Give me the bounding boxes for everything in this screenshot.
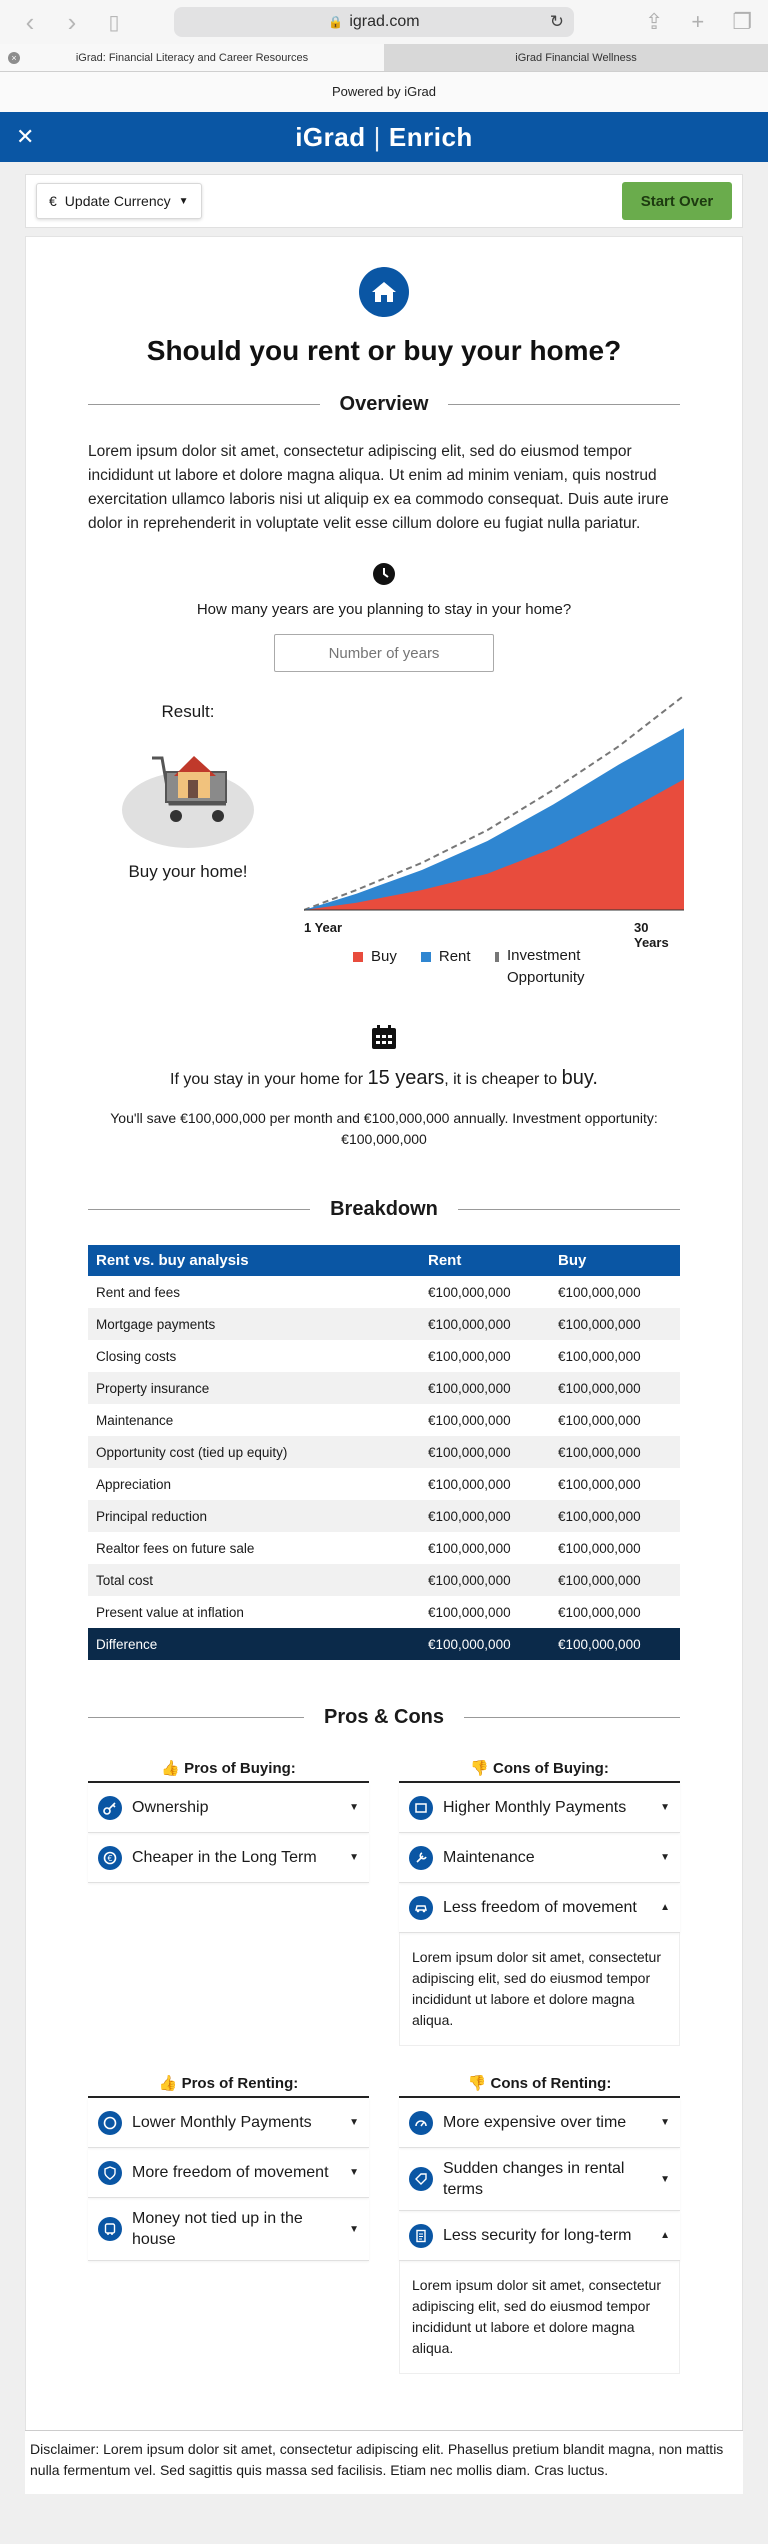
- logo-left: iGrad: [295, 121, 366, 152]
- tabs-icon[interactable]: ❐: [732, 9, 752, 34]
- con-buying-freedom-details: Lorem ipsum dolor sit amet, consectetur adipiscing elit, sed do eiusmod tempor incididunt ut labore et dolore magna aliqua.: [399, 1933, 680, 2046]
- lock-icon: 🔒: [328, 15, 344, 29]
- table-cell: €100,000,000: [428, 1476, 511, 1492]
- caret-down-icon: ▼: [349, 2167, 359, 2178]
- scale-icon: [409, 2111, 433, 2135]
- table-cell: €100,000,000: [428, 1540, 511, 1556]
- breakdown-heading: [88, 1198, 680, 1221]
- forward-icon[interactable]: ›: [67, 6, 77, 37]
- conclusion-years: 15 years: [367, 1067, 445, 1089]
- pro-label: Ownership: [132, 1799, 209, 1816]
- home-icon: [359, 267, 409, 317]
- pros-cons-heading: [88, 1706, 680, 1729]
- table-row: [88, 1276, 680, 1308]
- cons-buying-column: [399, 1759, 680, 2046]
- pros-renting-title: 👍 Pros of Renting:: [88, 2074, 369, 2098]
- bookmarks-icon[interactable]: ▯: [108, 11, 120, 34]
- legend-rent-label: Rent: [438, 948, 471, 965]
- car-icon: [409, 1896, 433, 1920]
- table-cell: €100,000,000: [428, 1348, 511, 1364]
- caret-up-icon: ▲: [660, 2230, 670, 2241]
- conclusion-mid: , it is cheaper to: [444, 1071, 558, 1088]
- caret-down-icon: ▼: [178, 195, 189, 207]
- tab-strip: [0, 44, 768, 72]
- coin-icon: [98, 1846, 122, 1870]
- table-cell: €100,000,000: [428, 1604, 511, 1620]
- table-row: [88, 1468, 680, 1500]
- con-label: More expensive over time: [443, 2114, 627, 2131]
- conclusion: [88, 1067, 680, 1090]
- table-header-row: [88, 1245, 680, 1276]
- house-cart-illustration: [118, 732, 258, 852]
- brand-header: [0, 112, 768, 162]
- logo: iGrad | Enrich: [295, 121, 473, 152]
- table-cell: €100,000,000: [420, 1308, 550, 1340]
- browser-toolbar: [0, 0, 768, 44]
- svg-text:€: €: [107, 1853, 113, 1863]
- table-cell: Closing costs: [96, 1348, 177, 1364]
- table-row: [88, 1436, 680, 1468]
- clock-icon: [88, 562, 680, 591]
- address-bar[interactable]: [174, 7, 574, 37]
- table-cell: Maintenance: [96, 1412, 174, 1428]
- table-row: [88, 1372, 680, 1404]
- x-axis-end-label: 30 Years: [634, 920, 669, 950]
- payment-icon: [409, 1796, 433, 1820]
- table-row: [88, 1404, 680, 1436]
- con-buying-maintenance[interactable]: [399, 1833, 680, 1883]
- currency-symbol: €: [49, 193, 57, 209]
- overview-heading: [88, 393, 680, 416]
- legend-investment-label: Investment Opportunity: [507, 947, 585, 986]
- caret-down-icon: ▼: [349, 2117, 359, 2128]
- pros-buying-column: [88, 1759, 369, 2046]
- coin-icon: [98, 2111, 122, 2135]
- tab-label: iGrad Financial Wellness: [515, 51, 637, 64]
- tag-icon: [409, 2167, 433, 2191]
- breakdown-table: [88, 1245, 680, 1660]
- table-cell: €100,000,000: [420, 1564, 550, 1596]
- calculator-card: [25, 236, 743, 2432]
- legend-investment: [495, 945, 585, 989]
- table-cell: €100,000,000: [558, 1412, 641, 1428]
- result-label: Result:: [161, 702, 215, 721]
- cons-buying-title: 👎 Cons of Buying:: [399, 1759, 680, 1783]
- caret-down-icon: ▼: [660, 1802, 670, 1813]
- table-row: [88, 1308, 680, 1340]
- con-renting-changes[interactable]: [399, 2148, 680, 2211]
- table-cell: €100,000,000: [550, 1436, 680, 1468]
- shield-icon: [98, 2161, 122, 2185]
- table-cell: €100,000,000: [420, 1628, 550, 1660]
- table-cell: €100,000,000: [428, 1412, 511, 1428]
- caret-down-icon: ▼: [349, 1802, 359, 1813]
- column-header: Buy: [550, 1245, 680, 1276]
- column-header: Rent: [420, 1245, 550, 1276]
- document-icon: [409, 2224, 433, 2248]
- overview-text: Lorem ipsum dolor sit amet, consectetur adipiscing elit, sed do eiusmod tempor incididunt ut labore et dolore magna aliqua. Ut enim ad minim veniam, quis nostrud exercitation ullamco laboris nisi ut aliquip ex ea commodo consequat. Duis aute irure dolor in reprehenderit in voluptate velit esse cillum dolore eu fugiat nulla pariatur.: [88, 443, 669, 532]
- share-icon[interactable]: ⇪: [644, 9, 664, 34]
- table-cell: €100,000,000: [558, 1476, 641, 1492]
- con-label: Less freedom of movement: [443, 1899, 637, 1916]
- calculator-toolbar: [25, 174, 743, 228]
- pros-renting-column: [88, 2074, 369, 2374]
- pros-buying-title: 👍 Pros of Buying:: [88, 1759, 369, 1783]
- legend-buy-label: Buy: [371, 948, 397, 965]
- con-buying-payments[interactable]: [399, 1783, 680, 1833]
- table-cell: €100,000,000: [550, 1372, 680, 1404]
- tab-label: iGrad: Financial Literacy and Career Resources: [75, 51, 309, 64]
- con-label: Maintenance: [443, 1849, 535, 1866]
- table-cell: Principal reduction: [88, 1500, 420, 1532]
- bus-icon: [98, 2217, 122, 2241]
- con-renting-security-details: Lorem ipsum dolor sit amet, consectetur adipiscing elit, sed do eiusmod tempor incididunt ut labore et dolore magna aliqua.: [399, 2261, 680, 2374]
- pro-label: Lower Monthly Payments: [132, 2114, 312, 2131]
- years-input[interactable]: [274, 634, 494, 672]
- conclusion-choice: buy.: [561, 1067, 598, 1089]
- back-icon[interactable]: ‹: [25, 6, 35, 37]
- table-cell: €100,000,000: [428, 1284, 511, 1300]
- table-cell: €100,000,000: [558, 1540, 641, 1556]
- wrench-icon: [409, 1846, 433, 1870]
- pro-renting-money[interactable]: [88, 2198, 369, 2261]
- key-icon: [98, 1796, 122, 1820]
- cons-renting-title: 👎 Cons of Renting:: [399, 2074, 680, 2098]
- table-cell: €100,000,000: [558, 1348, 641, 1364]
- cons-renting-column: [399, 2074, 680, 2374]
- table-cell: €100,000,000: [420, 1372, 550, 1404]
- close-tab-icon[interactable]: ×: [8, 52, 20, 64]
- overview-label: Overview: [339, 393, 429, 415]
- close-icon[interactable]: ✕: [16, 124, 35, 149]
- table-cell: Present value at inflation: [96, 1604, 244, 1620]
- con-label: Sudden changes in rental terms: [443, 2160, 625, 2198]
- table-cell: €100,000,000: [420, 1436, 550, 1468]
- table-row: [88, 1564, 680, 1596]
- table-cell: Difference: [88, 1628, 420, 1660]
- table-cell: €100,000,000: [558, 1604, 641, 1620]
- result-text: Buy your home!: [128, 862, 248, 881]
- update-currency-label: Update Currency: [64, 193, 171, 209]
- chart-legend: [353, 948, 585, 989]
- caret-down-icon: ▼: [660, 2117, 670, 2128]
- page-title: Should you rent or buy your home?: [146, 335, 622, 366]
- pro-buying-ownership[interactable]: [88, 1783, 369, 1833]
- rent-vs-buy-chart: [304, 692, 684, 912]
- table-row: [88, 1340, 680, 1372]
- table-cell: €100,000,000: [550, 1500, 680, 1532]
- x-axis-start-label: 1 Year: [304, 920, 343, 935]
- caret-up-icon: ▲: [660, 1902, 670, 1913]
- pros-cons-renting: [88, 2074, 680, 2374]
- update-currency-button[interactable]: [36, 183, 202, 219]
- reload-icon[interactable]: ↻: [549, 12, 564, 31]
- table-cell: €100,000,000: [558, 1284, 641, 1300]
- con-label: Higher Monthly Payments: [443, 1799, 627, 1816]
- start-over-button[interactable]: Start Over: [622, 182, 732, 220]
- pro-label: More freedom of movement: [132, 2164, 329, 2181]
- table-cell: Realtor fees on future sale: [96, 1540, 255, 1556]
- table-row: [88, 1532, 680, 1564]
- breakdown-label: Breakdown: [330, 1198, 438, 1220]
- table-row: [88, 1596, 680, 1628]
- pro-renting-freedom[interactable]: [88, 2148, 369, 2198]
- pro-label: Money not tied up in the house: [132, 2210, 303, 2248]
- table-cell: €100,000,000: [420, 1500, 550, 1532]
- pros-cons-buying: [88, 1759, 680, 2046]
- table-cell: Total cost: [88, 1564, 420, 1596]
- pro-renting-payments[interactable]: [88, 2098, 369, 2148]
- table-cell: Mortgage payments: [88, 1308, 420, 1340]
- column-header: Rent vs. buy analysis: [88, 1245, 420, 1276]
- result-area: [88, 692, 680, 986]
- pros-cons-label: Pros & Cons: [323, 1706, 445, 1728]
- table-cell: €100,000,000: [550, 1564, 680, 1596]
- savings-summary: You'll save €100,000,000 per month and €100,000,000 annually. Investment opportunity: €100,000,000: [110, 1110, 658, 1147]
- table-cell: €100,000,000: [550, 1308, 680, 1340]
- con-buying-freedom[interactable]: [399, 1883, 680, 1933]
- caret-down-icon: ▼: [349, 2223, 359, 2235]
- legend-buy: [353, 948, 397, 989]
- conclusion-prefix: If you stay in your home for: [170, 1071, 364, 1088]
- calendar-icon: [88, 1024, 680, 1055]
- logo-right: Enrich: [388, 121, 473, 152]
- tab-igrad-wellness[interactable]: [384, 44, 768, 71]
- pro-buying-cheaper[interactable]: [88, 1833, 369, 1883]
- con-label: Less security for long-term: [443, 2227, 632, 2244]
- legend-rent: [421, 948, 471, 989]
- table-cell: Rent and fees: [96, 1284, 181, 1300]
- table-cell: Appreciation: [96, 1476, 172, 1492]
- caret-down-icon: ▼: [660, 1852, 670, 1863]
- tab-igrad-resources[interactable]: [0, 44, 384, 71]
- con-renting-security[interactable]: [399, 2211, 680, 2261]
- table-cell: Property insurance: [88, 1372, 420, 1404]
- table-row: [88, 1500, 680, 1532]
- caret-down-icon: ▼: [660, 2173, 670, 2185]
- table-cell: Opportunity cost (tied up equity): [88, 1436, 420, 1468]
- table-cell: €100,000,000: [550, 1628, 680, 1660]
- table-row: [88, 1628, 680, 1660]
- pro-label: Cheaper in the Long Term: [132, 1849, 317, 1866]
- disclaimer: Disclaimer: Lorem ipsum dolor sit amet, consectetur adipiscing elit. Phasellus pretium blandit magna, non mattis nulla fermentum vel. Sed sagittis quis massa sed facilisis. Etiam nec mollis diam. Cras luctus.: [25, 2430, 743, 2494]
- url-text: igrad.com: [349, 13, 420, 30]
- years-question: How many years are you planning to stay in your home?: [196, 601, 572, 618]
- con-renting-expensive[interactable]: [399, 2098, 680, 2148]
- caret-down-icon: ▼: [349, 1852, 359, 1863]
- new-tab-icon[interactable]: +: [691, 9, 705, 34]
- powered-by: Powered by iGrad: [0, 72, 768, 112]
